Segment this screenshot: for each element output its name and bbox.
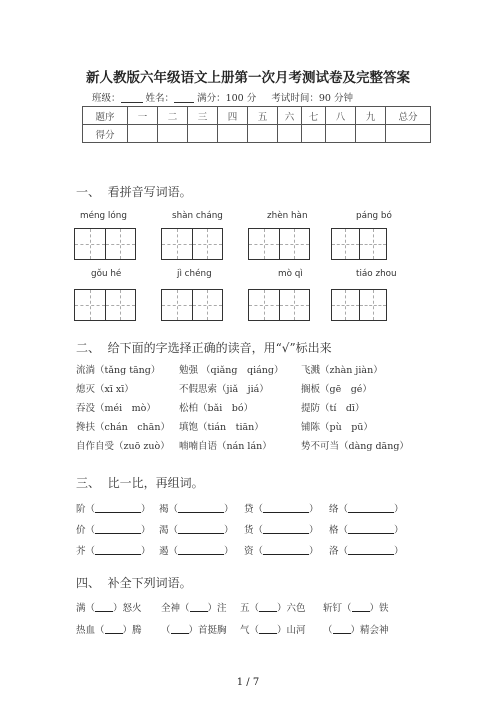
section-title: 给下面的字选择正确的读音，用“√”标出来 [107, 341, 332, 355]
compare-item[interactable]: 络（ ） [329, 504, 404, 515]
reading-item[interactable]: 熄灭（xī xī） [76, 384, 134, 395]
section-number: 二、 [76, 341, 101, 355]
section-title: 比一比，再组词。 [107, 476, 204, 490]
score-input-cell[interactable] [302, 125, 326, 143]
writing-grid[interactable] [248, 228, 310, 260]
score-input-cell[interactable] [278, 125, 302, 143]
reading-item[interactable]: 飞溅（zhàn jiàn） [301, 365, 383, 376]
reading-item[interactable]: 松柏（bǎi bó） [179, 403, 254, 414]
section-2-heading [76, 339, 332, 356]
writing-grid[interactable] [331, 289, 387, 321]
score-label: 满分：100 分 [197, 93, 257, 104]
reading-item[interactable]: 搀扶（chán chān） [76, 422, 170, 433]
table-cell: 题序 [83, 107, 128, 125]
reading-item[interactable]: 填饱（tián tiān） [179, 422, 264, 433]
pinyin-label: méng lóng [80, 211, 127, 221]
compare-item[interactable]: 资（ ） [244, 546, 319, 557]
time-label: 考试时间：90 分钟 [271, 93, 353, 104]
name-blank [174, 93, 194, 103]
writing-grid[interactable] [161, 228, 223, 260]
pinyin-label: páng bó [356, 211, 392, 221]
score-table-header-row [83, 107, 431, 125]
writing-grid[interactable] [248, 289, 310, 321]
section-1-heading [76, 183, 192, 200]
pinyin-label: tiáo zhou [356, 269, 397, 279]
writing-grid[interactable] [161, 289, 223, 321]
score-input-cell[interactable] [356, 125, 386, 143]
compare-item[interactable]: 阶（ ） [76, 504, 151, 515]
compare-item[interactable]: 褐（ ） [159, 504, 234, 515]
table-cell: 四 [218, 107, 248, 125]
idiom-item[interactable]: （ ）精会神 [323, 625, 389, 636]
reading-item[interactable]: 铺陈（pù pū） [301, 422, 373, 433]
writing-grid[interactable] [331, 228, 387, 260]
section-title: 补全下列词语。 [107, 576, 192, 590]
compare-item[interactable]: 格（ ） [329, 525, 404, 536]
compare-item[interactable]: 价（ ） [76, 525, 151, 536]
score-table [82, 106, 431, 143]
reading-item[interactable]: 势不可当（dàng dāng） [301, 441, 409, 452]
table-cell: 五 [248, 107, 278, 125]
score-table-score-row [83, 125, 431, 143]
section-4-heading [76, 574, 192, 591]
idiom-item[interactable]: 斩钉（ ）铁 [323, 603, 389, 614]
score-input-cell[interactable] [158, 125, 188, 143]
compare-item[interactable]: 洛（ ） [329, 546, 404, 557]
pinyin-label: jì chéng [177, 269, 212, 279]
page-title: 新人教版六年级语文上册第一次月考测试卷及完整答案 [86, 70, 410, 86]
table-cell: 八 [326, 107, 356, 125]
reading-item[interactable]: 提防（tí dī） [301, 403, 365, 414]
pinyin-label: shàn cháng [172, 211, 223, 221]
name-label: 姓名： [145, 93, 175, 104]
class-blank [121, 93, 143, 103]
score-input-cell[interactable] [248, 125, 278, 143]
table-cell: 二 [158, 107, 188, 125]
score-input-cell[interactable] [128, 125, 158, 143]
idiom-item[interactable]: 热血（ ）腾 [76, 625, 142, 636]
writing-grid[interactable] [74, 228, 136, 260]
idiom-item[interactable]: 全神（ ）注 [161, 603, 227, 614]
reading-item[interactable]: 吞没（méi mò） [76, 403, 156, 414]
reading-item[interactable]: 流淌（tǎng tāng） [76, 365, 161, 376]
table-cell: 六 [278, 107, 302, 125]
score-input-cell[interactable] [326, 125, 356, 143]
reading-item[interactable]: 勉强 （qiǎng qiáng） [179, 365, 284, 376]
section-number: 三、 [76, 476, 101, 490]
score-input-cell[interactable] [188, 125, 218, 143]
section-title: 看拼音写词语。 [107, 185, 192, 199]
compare-item[interactable]: 芥（ ） [76, 546, 151, 557]
compare-item[interactable]: 渴（ ） [159, 525, 234, 536]
score-input-cell[interactable] [386, 125, 431, 143]
table-cell: 一 [128, 107, 158, 125]
writing-grid[interactable] [74, 289, 136, 321]
idiom-item[interactable]: 气（ ）山河 [240, 625, 306, 636]
class-label: 班级： [92, 93, 121, 104]
table-cell: 总分 [386, 107, 431, 125]
idiom-item[interactable]: 五（ ）六色 [240, 603, 306, 614]
compare-item[interactable]: 货（ ） [244, 525, 319, 536]
compare-item[interactable]: 贷（ ） [244, 504, 319, 515]
compare-item[interactable]: 遏（ ） [159, 546, 234, 557]
section-number: 四、 [76, 576, 101, 590]
table-cell: 三 [188, 107, 218, 125]
idiom-item[interactable]: 满（ ）怒火 [76, 603, 142, 614]
idiom-item[interactable]: （ ）首挺胸 [161, 625, 227, 636]
reading-item[interactable]: 不假思索（jiǎ jiá） [179, 384, 269, 395]
table-cell: 得分 [83, 125, 128, 143]
pinyin-label: gǒu hé [91, 269, 122, 279]
page-number: 1 / 7 [236, 677, 260, 688]
reading-item[interactable]: 喃喃自语（nán lán） [179, 441, 272, 452]
section-number: 一、 [76, 185, 101, 199]
reading-item[interactable]: 搁板（gē gé） [301, 384, 372, 395]
table-cell: 七 [302, 107, 326, 125]
score-input-cell[interactable] [218, 125, 248, 143]
table-cell: 九 [356, 107, 386, 125]
pinyin-label: zhèn hàn [267, 211, 308, 221]
section-3-heading [76, 474, 204, 491]
pinyin-label: mò qì [278, 269, 303, 279]
exam-info [92, 90, 353, 104]
reading-item[interactable]: 自作自受（zuō zuò） [76, 441, 170, 452]
